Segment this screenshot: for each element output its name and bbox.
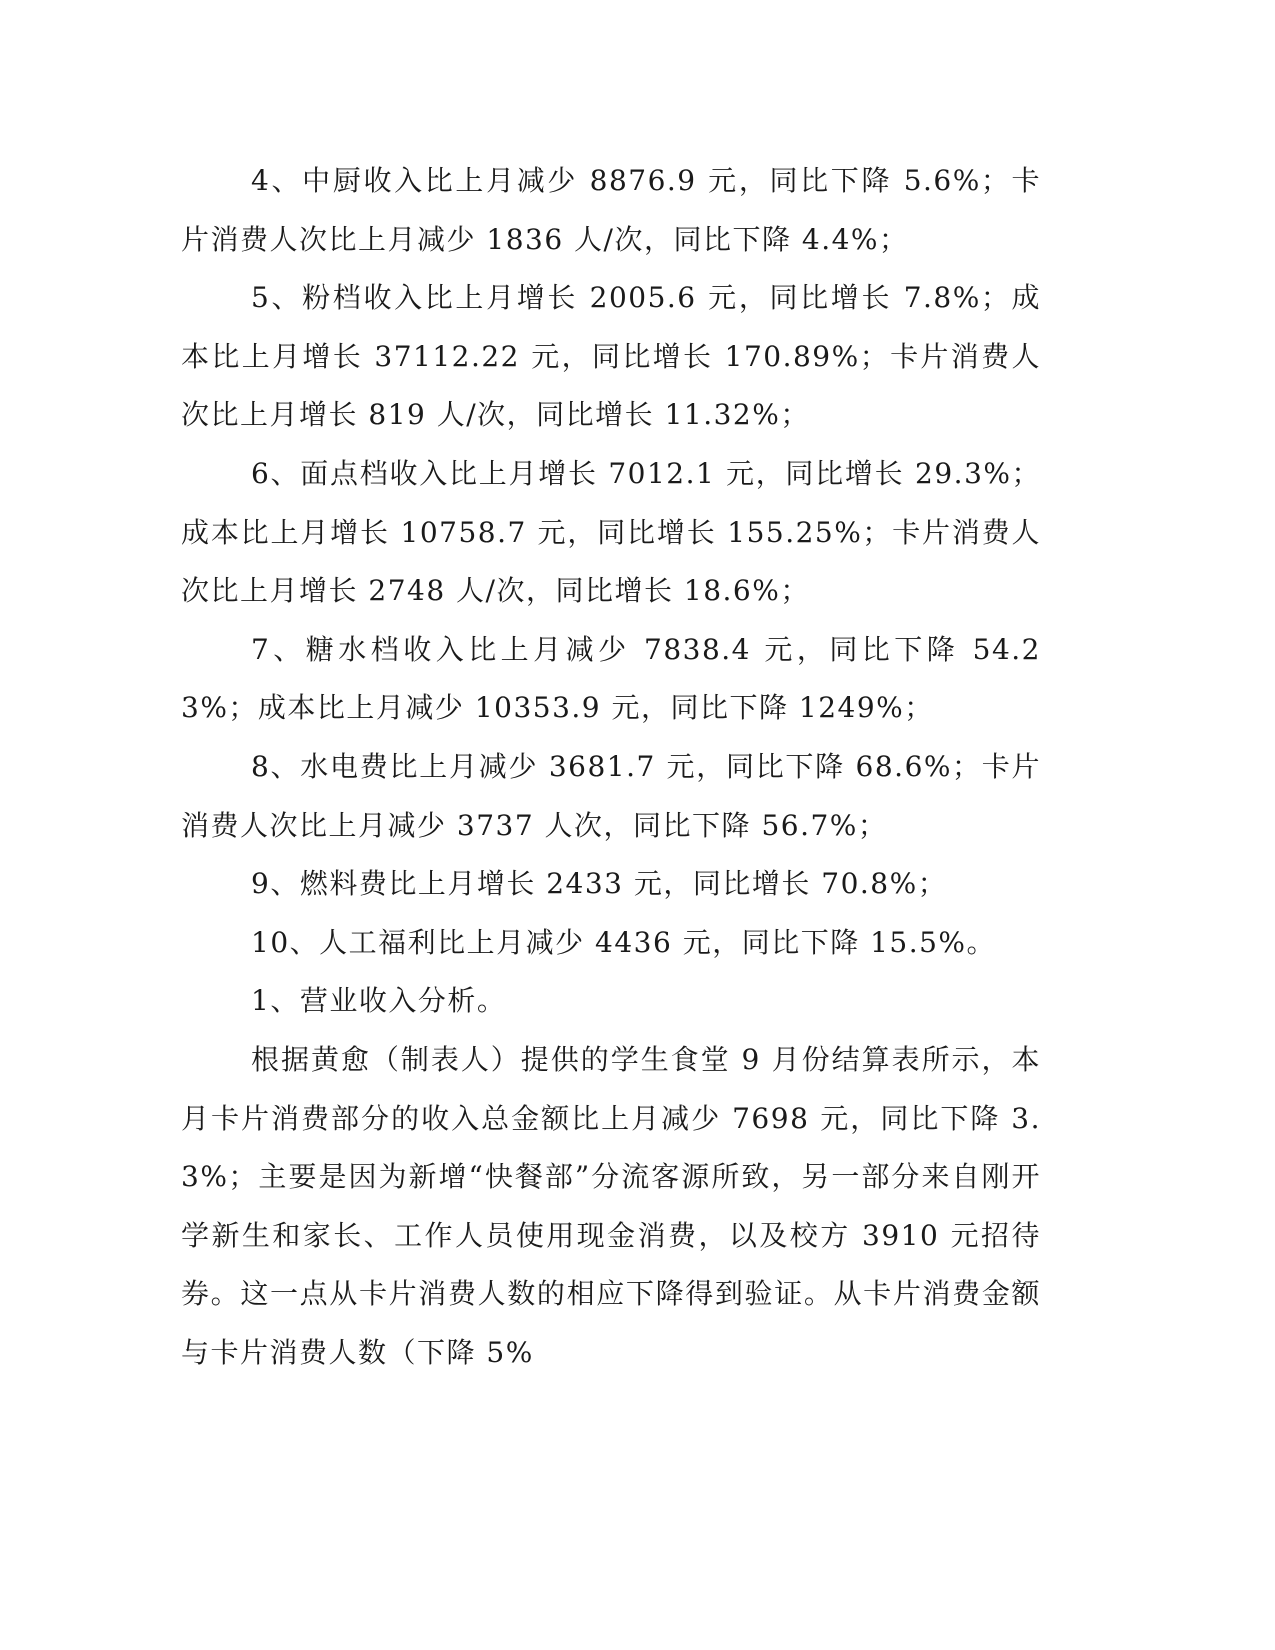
paragraph-item-5: 5、粉档收入比上月增长 2005.6 元，同比增长 7.8%；成本比上月增长 37112.22 元，同比增长 170.89%；卡片消费人次比上月增长 819 人/次，同比增长 11.32%；	[181, 281, 1041, 432]
paragraph-item-8: 8、水电费比上月减少 3681.7 元，同比下降 68.6%；卡片消费人次比上月减少 3737 人次，同比下降 56.7%；	[181, 749, 1041, 842]
section-heading-revenue-analysis: 1、营业收入分析。	[251, 984, 507, 1018]
paragraph-revenue-analysis: 根据黄愈（制表人）提供的学生食堂 9 月份结算表所示，本月卡片消费部分的收入总金额比上月减少 7698 元，同比下降 3.3%；主要是因为新增“快餐部”分流客源所致，另一部分来自刚开学新生和家长、工作人员使用现金消费，以及校方 3910 元招待券。这一点从卡片消费人数的相应下降得到验证。从卡片消费金额与卡片消费人数（下降 5%	[181, 1042, 1041, 1369]
document-body	[181, 152, 1041, 1382]
paragraph-item-4: 4、中厨收入比上月减少 8876.9 元，同比下降 5.6%；卡片消费人次比上月减少 1836 人/次，同比下降 4.4%；	[181, 164, 1041, 256]
paragraph-item-9: 9、燃料费比上月增长 2433 元，同比增长 70.8%；	[251, 867, 948, 901]
paragraph-item-7: 7、糖水档收入比上月减少 7838.4 元，同比下降 54.23%；成本比上月减少 10353.9 元，同比下降 1249%；	[181, 632, 1041, 725]
paragraph-item-10: 10、人工福利比上月减少 4436 元，同比下降 15.5%。	[251, 925, 997, 959]
paragraph-item-6: 6、面点档收入比上月增长 7012.1 元，同比增长 29.3%；成本比上月增长 10758.7 元，同比增长 155.25%；卡片消费人次比上月增长 2748 人/次，同比增长 18.6%；	[181, 456, 1041, 608]
